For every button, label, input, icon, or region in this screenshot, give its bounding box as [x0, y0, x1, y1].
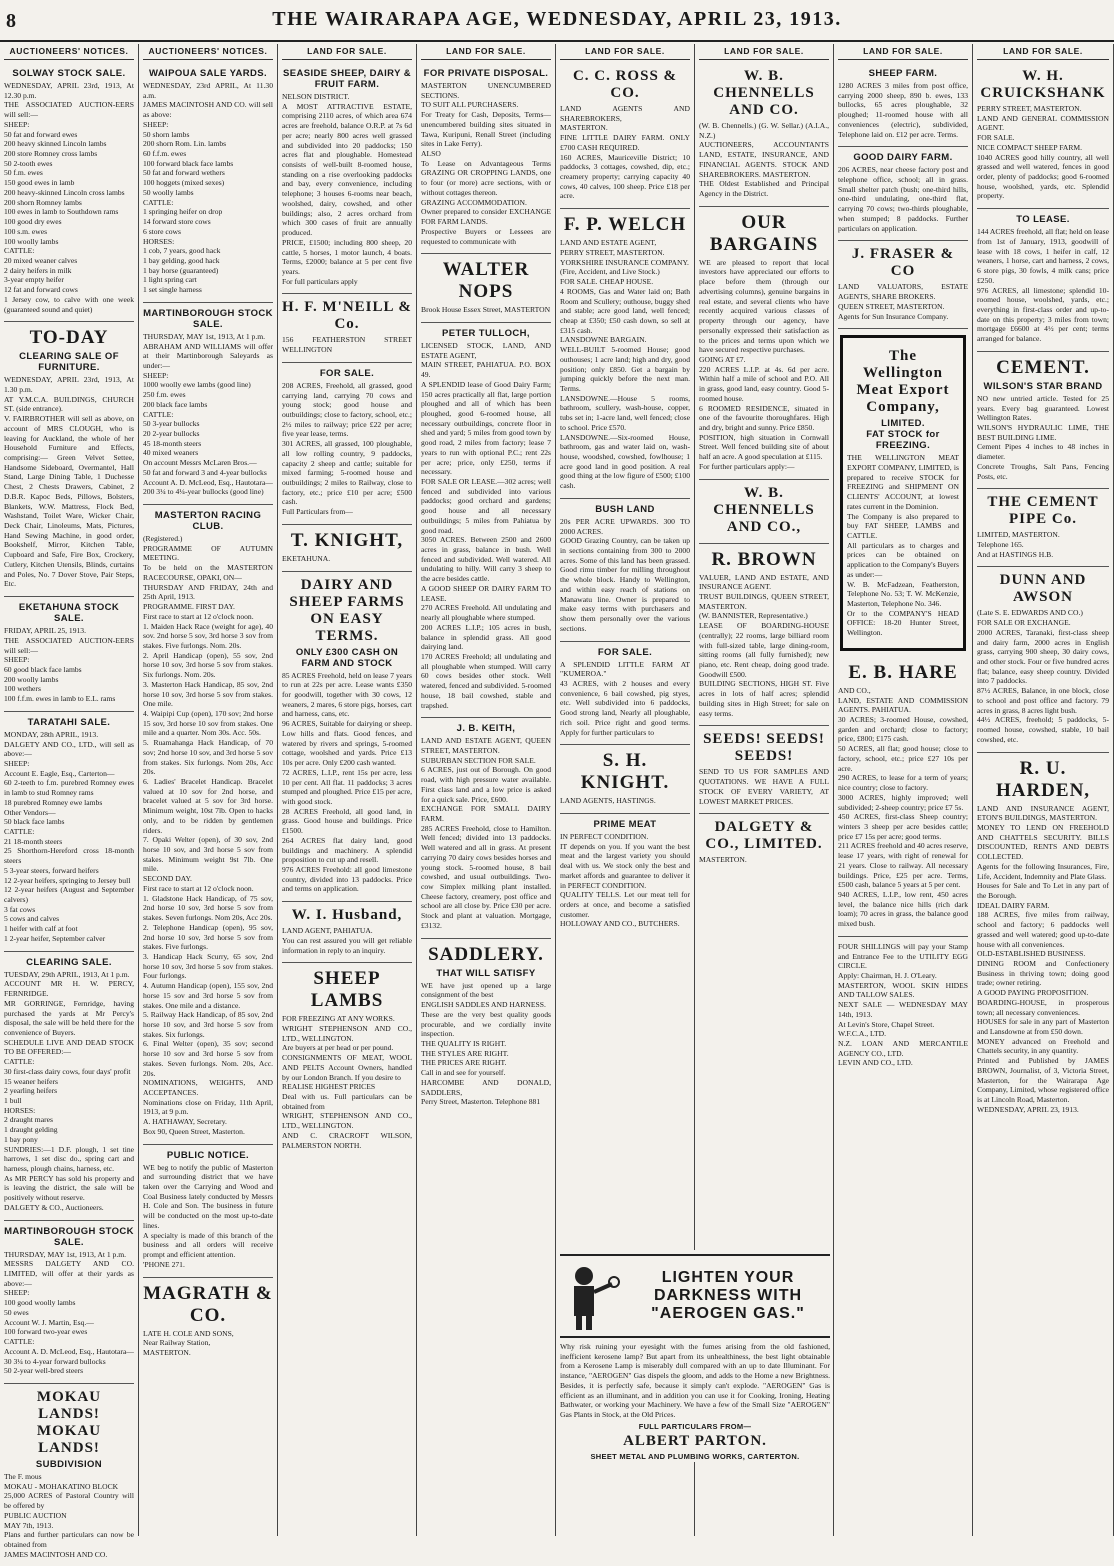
advert-body: 208 ACRES, Freehold, all grassed, good carrying land, carrying 70 cows and young stock; good house and outbuildings; close to factory, school, etc.; 2½ miles to railway; price £22 per acre; five year lease, terms. 301 ACRES, all grassed, 100 ploughable, all low rolling country, 9 paddocks, capacity 2 sheep and cattle; suitable for mixed farming; 5-roomed house and outbuildings; 2 miles to Railway, close to factory, etc.; price £10 per acre; £500 cash. Full Particulars from—	[282, 380, 412, 517]
advertisement	[4, 952, 134, 1221]
advertisement	[282, 963, 412, 1157]
advertisement	[143, 1278, 273, 1365]
advert-title: MARTINBOROUGH STOCK SALE.	[143, 307, 273, 330]
column-7	[834, 44, 973, 1536]
advertisement	[699, 480, 829, 544]
aerogen-headline: LIGHTEN YOUR DARKNESS WITH "AEROGEN GAS."	[651, 1269, 805, 1322]
advert-title: EKETAHUNA STOCK SALE.	[18, 602, 120, 625]
advert-body: WE are pleased to report that local investors have appreciated our efforts to place before them (through our advertising columns), genuine bargains in real estate, and several clients who have recently acquired various classes of property through our agency, have personally expressed their satisfaction as to the prices and terms upon which we have secured respective purchases. GOING AT £7. 220 ACRES L.I.P. at 4s. 6d per acre. Within half a mile of school and P.O. All in grass, good land, easy country. Good 5-roomed house. 6 ROOMED RESIDENCE, situated in one of the favourite thoroughfares. High and dry, bright and sunny. Price £850. POSITION, high situation in Cornwall Street. Well fenced building site of about half an acre. A good speculation at £115. For further particulars apply:—	[699, 257, 829, 471]
advert-title: WAIPOUA SALE YARDS.	[148, 68, 268, 79]
advert-headline: CEMENT.	[996, 356, 1090, 378]
advert-headline: SHEEP LAMBS	[310, 968, 384, 1012]
advert-title: LIMITED. FAT STOCK for FREEZING.	[866, 418, 940, 452]
advert-body: LAND AND INSURANCE AGENT, ETON'S BUILDINGS, MASTERTON. MONEY TO LEND ON FREEHOLD AND CHATTELS SECURITY. BILLS DISCOUNTED, RENTS AND DEBTS COLLECTED. Agents for the following Insurances, Fire, Life, Accident, Indemnity and Plate Glass. Houses for Sale and To Let in any part of the Borough. IDEAL DAIRY FARM. 188 ACRES, five miles from railway, school and factory; 6 paddocks well grassed and well watered; good up-to-date house with all conveniences. OLD-ESTABLISHED BUSINESS. DINING ROOM and Confectionery Business in thriving town; doing good trade; owner retiring. A GOOD PAYING PROPOSITION. BOARDING-HOUSE, in prosperous town; all necessary conveniences. HOUSES for sale in any part of Masterton and Lansdowne at from £50 down. MONEY advanced on Freehold and Chattels security, in any quantity. Printed and Published by JAMES BROWN, Journalist, of 3, Victoria Street, Masterton, for the Wairarapa Age Company, Limited, whose registered office is at Lincoln Road, Masterton. WEDNESDAY, APRIL 23, 1913.	[977, 803, 1109, 1114]
advert-body: AND CO., LAND, ESTATE AND COMMISSION AGENTS. PAHIATUA. 30 ACRES; 3-roomed House, cowshed, garden and orchard; close to factory; price, £800; £175 cash. 50 ACRES, all flat; good house; close to factory, school, etc.; price £27 10s per acre. 290 ACRES, to lease for a term of years; nice country; close to factory. 3000 ACRES, highly improved; well subdivided; 2-sheep country; price £7 5s. 450 ACRES, first-class Sheep country; winters 3 sheep per acre besides cattle; price £7 15s per acre; good terms. 211 ACRES freehold and 40 acres reserve, lease 17 years, with right of renewal for 21 years. Close to railway. All necessary buildings. Price, £25 per acre. Terms, £500 cash, balance 5 years at 5 per cent. 940 ACRES, L.I.P., low rent, 450 acres level, the balance nice hills (rich dark loam); 70 acres in grass, the balance good mixed bush.	[838, 685, 968, 929]
advert-title: MASTERTON RACING CLUB.	[154, 510, 262, 533]
advertisement	[4, 1384, 134, 1566]
advert-title: ONLY £300 CASH ON FARM AND STOCK	[295, 646, 399, 669]
aerogen-trade: SHEET METAL AND PLUMBING WORKS, CARTERTON.	[590, 1451, 800, 1461]
advert-body: LAND AGENTS AND SHAREBROKERS, MASTERTON. FINE LITTLE DAIRY FARM. ONLY £700 CASH REQUIRED. 160 ACRES, Mauriceville District; 10 paddocks, 3 cottages, cowshed, dip, etc.; creamery property; carrying capacity 40 cows, 40 calves, 100 sheep. Price £18 per acre.	[560, 104, 690, 201]
advert-body: 85 ACRES Freehold, held on lease 7 years to run at 22s per acre. Lease wants £350 for goodwill, together with 30 cows, 12 weaners, 2 mares, 6 store pigs, horses, cart and harness, cans, etc. 96 ACRES, Suitable for dairying or sheep. Low hills and flats. Good fences, and watered by rivers and springs, 5-roomed cottage, woolshed and yards. Price £13 10s per acre. Only £200 cash wanted. 72 ACRES, L.I.P., rent 15s per acre, less 10 per cent. All flat. 11 paddocks; 3 acres stumped and ploughed. Price £15 per acre, with good stock. 28 ACRES Freehold, all good land, in grass. Good house and buildings. Price £1500. 264 ACRES flat dairy land, good buildings and machinery. A splendid proposition to cut up and resell. 976 ACRES Freehold: all good limestone country, divided into 13 paddocks. Price and terms on application.	[282, 670, 412, 894]
advert-title: CLEARING SALE OF FURNITURE.	[19, 351, 119, 374]
advert-headline: DAIRY AND SHEEP FARMS ON EASY TERMS.	[289, 576, 405, 644]
advertisement	[143, 505, 273, 1145]
man-with-lamp-icon	[562, 1262, 622, 1330]
advert-headline: T. KNIGHT,	[290, 529, 404, 551]
advertisement	[977, 63, 1109, 209]
advertisement	[838, 241, 968, 329]
advert-body: 156 FEATHERSTON STREET WELLINGTON	[282, 335, 412, 355]
advert-title: PUBLIC NOTICE.	[166, 1149, 250, 1161]
advertisement	[699, 63, 829, 207]
advert-body: LICENSED STOCK, LAND, AND ESTATE AGENT, MAIN STREET, PAHIATUA. P.O. BOX 49. A SPLENDID lease of Good Dairy Farm; 150 acres practically all flat, large portion ploughed and all of which has been ploughed, good 6-roomed house, all necessary outbuildings, concrete floor in shed and yard; 5 miles from good town by good road, 2 miles from factory; lease 7 years to run with optional P.C.; rent 22s per acre; price, only £250, terms if necessary. FOR SALE OR LEASE.—302 acres; well fenced and subdivided into various paddocks; good orchard and gardens; good house and all necessary outbuildings; 5 miles from Pahiatua by good road. 3050 ACRES. Between 2500 and 2600 acres in grass, balance in bush. Well fenced and subdivided. Well watered. All undulating to hilly. Will carry 3 sheep to the acre besides cattle. A GOOD SHEEP OR DAIRY FARM TO LEASE. 270 ACRES Freehold. All undulating and nearly all ploughable where stumped. 200 ACRES L.I.P.; 105 acres in bush, balance in splendid grass. All good dairying land. 170 ACRES Freehold; all undulating and all ploughable when stumped. Will carry 60 cows besides other stock. Well watered, fenced and subdivided. 5-roomed house, 18 bail cowshed, stable and trapshed.	[421, 340, 551, 710]
column-heading: LAND FOR SALE.	[838, 44, 968, 60]
advert-body: 1280 ACRES 3 miles from post office, carrying 2000 sheep, 890 b. ewes, 133 bullocks, 65 acres ploughable, 32 ploughed; 11-roomed house with all conveniences (electric), subdivided, Telephone laid on. £12 per acre. Terms.	[838, 81, 968, 139]
advertisement	[977, 567, 1109, 752]
advert-headline: W. H. CRUICKSHANK	[980, 68, 1106, 101]
advert-headline: OUR BARGAINS	[709, 211, 819, 255]
page-number: 8	[6, 10, 16, 32]
advertisement	[421, 63, 551, 254]
advert-body: WE beg to notify the public of Masterton and surrounding district that we have taken over the Carrying and Wood and Coal Business lately conducted by Messrs H. Cole and Son. The business in future will be conducted on the most up-to-date lines. A specialty is made of this branch of the business and all orders will receive prompt and efficient attention. 'PHONE 271.	[143, 1162, 273, 1269]
advert-body: IN PERFECT CONDITION. IT depends on you. If you want the best meat and the largest variety you should deal with us. We stock only the best and market affords and guarantee to deliver it in PERFECT CONDITION. QUALITY TELLS. Let our meat tell for orders at once, and become a satisfied customer. HOLLOWAY AND CO., BUTCHERS.	[560, 831, 690, 929]
advert-headline: W. B. CHENNELLS AND CO.,	[713, 484, 815, 535]
advertisement	[421, 718, 551, 938]
advert-body: 206 ACRES, near cheese factory post and telephone office, school; all in grass. Small shelter patch (bush; one-third hills, one-third undulating, one-third flat, carrying 70 cows; two-thirds ploughable, when stumped; 8 paddocks. Further particulars on application.	[838, 165, 968, 233]
advert-title: TARATAHI SALE.	[27, 716, 111, 728]
advert-body: FRIDAY, APRIL 25, 1913. THE ASSOCIATED AUCTION-EERS will sell:— SHEEP: 60 good black face lambs 200 woolly lambs 100 wethers 100 f.f.m. ewes in lamb to E.L. rams	[4, 626, 134, 704]
advert-headline: F. P. WELCH	[563, 214, 687, 236]
advert-headline: SEEDS! SEEDS! SEEDS!	[703, 731, 825, 765]
advertisement	[560, 745, 690, 814]
advert-headline: DALGETY & CO., LIMITED.	[705, 819, 823, 853]
advert-body: THE WELLINGTON MEAT EXPORT COMPANY, LIMITED, is prepared to receive STOCK for FREEZING and SHIPMENT ON CLIENTS' ACCOUNT, at lowest rates current in the Dominion. The Company is also prepared to buy FAT SHEEP, LAMBS and CATTLE. All particulars as to charges and prices can be obtained on application to the Company's Buyers as under:— W. B. McFadzean, Featherston, Telephone No. 53; T. W. McKenzie, Masterton, Telephone No. 346. Or to the COMPANY'S HEAD OFFICE: 18-20 Hunter Street, Wellington.	[847, 453, 959, 638]
advert-title: SEASIDE SHEEP, DAIRY & FRUIT FARM.	[283, 68, 411, 90]
advert-title: FOR PRIVATE DISPOSAL.	[423, 68, 549, 79]
masthead	[0, 0, 1114, 42]
aerogen-body: Why risk ruining your eyesight with the fumes arising from the old fashioned, inefficient kerosene lamp? But apart from its unhealthiness, the best light obtainable from a Kerosene Lamp is miserably dull compared with an up to date Illuminant. For instance, "AEROGEN" Gas dispels the gloom, and adds to the Home a new Brightness. Besides, it is perfectly safe, because it simply can't explode. "AEROGEN" Gas is efficient as an illuminant, and in addition you can use it for Cooking, Ironing, Heating Bathwater, or working your Machinery. We have a few of the Small Size "AEROGEN" Gas Plants in Stock, at the Old Prices.	[560, 1342, 830, 1420]
advert-title: SOLWAY STOCK SALE.	[12, 68, 126, 79]
column-heading: AUCTIONEERS' NOTICES.	[4, 44, 134, 60]
advert-headline: SADDLERY.	[428, 943, 544, 965]
advertisement	[838, 657, 968, 937]
advert-body: LATE H. COLE AND SONS, Near Railway Station, MASTERTON.	[143, 1328, 234, 1357]
advert-body: LAND AND ESTATE AGENT, QUEEN STREET, MASTERTON. SUBURBAN SECTION FOR SALE. 6 ACRES, just out of Borough. On good road, with high pressure water available. First class land and a low price is asked for a quick sale. Price, £600. EXCHANGE FOR SMALL DAIRY FARM. 285 ACRES Freehold, close to Hamilton. Well fenced; divided into 13 paddocks. Well watered and all in grass. At present carrying 70 dairy cows besides horses and young stock. 5-roomed house, 8 bail cowshed, and usual outbuildings. Two-cow Simplex milking plant installed. Cheese factory, creamery, post office and school are all close by. Price £30 per acre. Stock and plant at valuation. Mortgage, £3132.	[421, 736, 551, 930]
aerogen-gas-advert	[560, 1250, 830, 1462]
advert-title: BUSH LAND	[595, 503, 655, 515]
advert-body: 20s PER ACRE UPWARDS. 300 TO 2000 ACRES. GOOD Grazing Country, can be taken up in sections containing from 300 to 2000 acres. Some of this land has been grassed. Good rimu timber for milling throughout the whole block. Handy to Wellington, and within easy reach of stations on Manawatu line. Owner is prepared to make easy terms with purchasers and show them personally over the various sections.	[560, 516, 690, 633]
column-8	[973, 44, 1114, 1536]
advertisement	[282, 363, 412, 525]
advert-headline: R. U. HARDEN,	[995, 757, 1091, 801]
advert-body: FOR FREEZING AT ANY WORKS. WRIGHT STEPHENSON AND CO., LTD., WELLINGTON. Are buyers at per head or per pound. CONSIGNMENTS OF MEAT, WOOL AND PELTS Account Owners, handled by our London Branch. If you desire to REALISE HIGHEST PRICES Deal with us. Full particulars can be obtained from WRIGHT, STEPHENSON AND CO., LTD., WELLINGTON. AND C. CRACROFT WILSON, PALMERSTON NORTH.	[282, 1014, 412, 1150]
advert-body: MASTERTON.	[699, 855, 747, 865]
advert-headline: DUNN AND AWSON	[999, 572, 1087, 606]
advertisement	[699, 207, 829, 480]
advertisement	[143, 303, 273, 505]
advert-title: FOR SALE.	[597, 646, 653, 658]
advert-title: TO LEASE.	[1016, 214, 1070, 226]
aerogen-footer: FULL PARTICULARS FROM—	[638, 1421, 752, 1431]
advertisement	[838, 147, 968, 241]
advert-body: PERRY STREET, MASTERTON. LAND AND GENERAL COMMISSION AGENT. FOR SALE. NICE COMPACT SHEEP FARM. 1040 ACRES good hilly country, all well grassed and well watered, fences in good order, plenty of paddocks; good 6-roomed house, woolshed, yards, etc. Splendid property.	[977, 104, 1109, 201]
advertisement	[840, 335, 966, 651]
advert-headline: W. B. CHENNELLS AND CO.	[713, 68, 815, 118]
advertisement	[421, 939, 551, 1114]
advert-body: LAND VALUATORS, ESTATE AGENTS, SHARE BROKERS. QUEEN STREET, MASTERTON. Agents for Sun Insurance Company.	[838, 282, 968, 321]
newspaper-title: THE WAIRARAPA AGE, WEDNESDAY, APRIL 23, 1913.	[272, 8, 842, 30]
advertisement	[977, 352, 1109, 489]
advert-title: THAT WILL SATISFY	[436, 967, 536, 979]
advert-title: SUBDIVISION	[35, 1458, 103, 1470]
advertisement	[282, 63, 412, 294]
advert-headline: MOKAU LANDS! MOKAU LANDS!	[36, 1388, 102, 1456]
advert-title: J. B. KEITH,	[456, 723, 516, 735]
advertisement	[421, 254, 551, 323]
advert-body: LIMITED, MASTERTON. Telephone 165. And at HASTINGS H.B.	[977, 530, 1060, 559]
advert-body: WEDNESDAY, APRIL 23rd, 1913, At 12.30 p.m. THE ASSOCIATED AUCTION-EERS will sell:— SHEEP: 50 fat and forward ewes 200 heavy skinned Lincoln lambs 200 store Romney cross lambs 50 2-tooth ewes 50 f.m. ewes 150 good ewes in lamb 200 heavy-skinned Lincoln cross lambs 200 shorn Romney lambs 100 ewes in lamb to Southdown rams 100 good dry ewes 100 s.m. ewes 100 woolly lambs CATTLE: 20 mixed weaner calves 2 dairy heifers in milk 3-year empty heifer 12 fat and forward cows 1 Jersey cow, to calve with one week (guaranteed sound and quiet)	[4, 81, 134, 314]
advert-headline: THE CEMENT PIPE Co.	[987, 494, 1099, 528]
advert-title: SHEEP FARM.	[868, 68, 938, 79]
advert-body: 144 ACRES freehold, all flat; held on lease from 1st of January, 1913, goodwill of lease with 18 cows, 1 heifer in calf, 12 weaners, 1 horse, cart and harness, 2 cows, 6 store pigs, 30 fowls, 4 milk cans; price £250. 976 ACRES, all limestone; splendid 10-roomed house, woolshed, yards, etc.; everything in first-class order and up-to-date on this property; 3 miles from town; mortgage £6600 at 4½ per cent; terms arranged for balance.	[977, 227, 1109, 344]
advert-headline: H. F. M'NEILL & Co.	[282, 299, 412, 333]
column-heading: LAND FOR SALE.	[560, 44, 690, 60]
column-4	[417, 44, 556, 1536]
advert-body: THURSDAY, MAY 1st, 1913, At 1 p.m. ABRAHAM AND WILLIAMS will offer at their Martinborough Saleyards as under:— SHEEP: 1000 woolly ewe lambs (good line) 250 f.m. ewes 200 black face lambs CATTLE: 50 3-year bullocks 20 2-year bullocks 45 18-month steers 40 mixed weaners On account Messrs McLaren Bros.— 50 fat and forward 3 and 4-year bullocks Account A. D. McLeod, Esq., Hautotara— 200 3¼ to 4¼-year bullocks (good line)	[143, 331, 273, 497]
advert-body: The F. mous MOKAU - MOHAKATINO BLOCK 25,000 ACRES of Pastoral Country will be offered by PUBLIC AUCTION MAY 7th, 1913. Plans and further particulars can now be obtained from JAMES MACINTOSH AND CO.	[4, 1471, 134, 1559]
advert-body: WEDNESDAY, 23rd APRIL, At 11.30 a.m. JAMES MACINTOSH AND CO. will sell as above: SHEEP: 50 shorn lambs 200 shorn Rom. Lin. lambs 60 f.f.m. ewes 100 forward black face lambs 50 fat and forward wethers 100 hoggets (mixed sexes) 50 woolly lambs CATTLE: 1 springing heifer on drop 14 forward store cows 6 store cows HORSES: 1 cob, 7 years, good hack 1 bay gelding, good hack 1 bay horse (guaranteed) 1 light spring cart 1 set single harness	[143, 81, 273, 295]
advertisement	[560, 63, 690, 209]
advertisement	[4, 712, 134, 952]
column-heading: LAND FOR SALE.	[282, 44, 412, 60]
advert-body: Brook House Essex Street, MASTERTON	[421, 305, 551, 315]
advertisement	[282, 572, 412, 903]
column-3	[278, 44, 417, 1536]
advertisement	[699, 726, 829, 814]
advert-body: WEDNESDAY, APRIL 23rd, 1913, At 1.30 p.m. AT Y.M.C.A. BUILDINGS, CHURCH ST. (side entrance). V. FAIRBROTHER will sell as above, on account of MRS CLOUGH, who is leaving for Auckland, the whole of her Household Furniture and Effects, comprising:— Green Velvet Settee, Handsome Sideboard, Overmantel, Hall Stand, Large Dining Table, 1 Duchesse Chest, 2 Chests Drawers, Cabinet, 2 D.B.R. Kapoc Beds, Pillows, Bolsters, Blankets, W.W. Mattress, Flock Bed, Washstand, Toilet Ware, Wicker Chair, Deck Chair, Linoleums, Mats, Pictures, Hand Sewing Machine, in good order, Bookshelf, Mirror, Kitchen Table, Cupboard and Safe, Fire Box, Crockery, Cutlery, Kitchen Utensils, Blinds, curtains and Poles, No. 7 Dover Stove, Pair Steps, Etc.	[4, 375, 134, 589]
column-2	[139, 44, 278, 1536]
advert-headline: WALTER NOPS	[442, 259, 530, 303]
advert-body: VALUER, LAND AND ESTATE, AND INSURANCE AGENT. TRUST BUILDINGS, QUEEN STREET, MASTERTON. (W. BANNISTER, Representative.) LEASE OF BOARDING-HOUSE (centrally); 22 rooms, large billiard room with full-sized table, large dining-room, sitting rooms (all fully furnished); new piano, etc. Rent cheap, doing good trade. Goodwill £500. BUILDING SECTIONS, HIGH ST. Five acres in lots of half acres; splendid building sites in High Street; for sale on easy terms.	[699, 572, 829, 718]
advertisement	[4, 322, 134, 597]
advertisement	[560, 642, 690, 746]
advert-headline: R. BROWN	[711, 548, 817, 570]
advert-body: WE have just opened up a large consignment of the best ENGLISH SADDLES AND HARNESS. These are the very best quality goods procurable, and we cordially invite inspection. THE QUALITY IS RIGHT. THE STYLES ARE RIGHT. THE PRICES ARE RIGHT. Call in and see for yourself. HARCOMBE AND DONALD, SADDLERS, Perry Street, Masterton. Telephone 881	[421, 980, 551, 1107]
advertisement	[421, 323, 551, 718]
advert-title: PRIME MEAT	[593, 818, 657, 830]
advert-body: TUESDAY, 29th APRIL, 1913, At 1 p.m. ACCOUNT MR H. W. PERCY, FERNRIDGE. MR GORRINGE, Fernridge, having purchased the yards at Mr Percy's disposal, the sale will be held there for the convenience of Buyers. SCHEDULE LIVE AND DEAD STOCK TO BE OFFERED:— CATTLE: 30 first-class dairy cows, four days' profit 15 weaner heifers 2 yearling heifers 1 bull HORSES: 2 draught mares 1 draught gelding 1 bay pony SUNDRIES:—1 D.F. plough, 1 set tine harrows, 1 set disc do., spring cart and harness, plough chains, harness, etc. As MR PERCY has sold his property and is leaving the district, the sale will be positively without reserve. DALGETY & CO., Auctioneers.	[4, 969, 134, 1212]
advert-title: CLEARING SALE.	[26, 956, 112, 968]
aerogen-advertiser: ALBERT PARTON.	[623, 1432, 767, 1449]
aerogen-banner	[560, 1254, 830, 1338]
advertisement	[838, 937, 968, 1075]
advertisement	[282, 902, 412, 963]
advertisement	[699, 814, 829, 872]
advert-body: (Registered.) PROGRAMME OF AUTUMN MEETING. To be held on the MASTERTON RACECOURSE, OPAKI, ON— THURSDAY AND FRIDAY, 24th and 25th April, 1913. PROGRAMME. FIRST DAY. First race to start at 12 o'clock noon. 1. Maiden Hack Race (weight for age), 40 sov. 2nd horse 5 sov, 3rd horse 3 sov from stakes. Five furlongs. Nom. 20s. 2. April Handicap (open), 55 sov, 2nd horse 10 sov, 3rd horse 5 sov from stakes. Six furlongs. Nom. 20s. 3. Masterton Hack Handicap, 85 sov, 2nd horse 10 sov, 3rd horse 5 sov from stakes. One mile. 4. Waipipi Cup (open), 170 sov; 2nd horse 15 sov, 3rd horse 10 sov from stakes. One mile and a quarter. Nom 30s. Acc. 50s. 5. Ruamahanga Hack Handicap, of 70 sov; 2nd horse 10 sov, and 3rd horse 5 sov from stakes. Six furlongs. Nom 20s, Acc 20s. 6. Ladies' Bracelet Handicap. Bracelet valued at 10 sov for 2nd horse, and bracelet valued at 5 sov for 3rd horse. Minimum weight, 10st 7lb. Open to hacks only, and to be ridden by gentlemen riders. 7. Opaki Welter (open), of 30 sov, 2nd horse 10 sov, and 3rd horse 5 sov from stakes. Minimum weight 9st 7lb. One mile. SECOND DAY. First race to start at 12 o'clock noon. 1. Gladstone Hack Handicap, of 75 sov, 2nd horse 10 sov, 3rd horse 5 sov from stakes. Seven furlongs. Nom 20s, Acc 20s. 2. Telephone Handicap (open), 95 sov, 2nd horse 10 sov, 3rd horse 5 sov from stakes. Five furlongs. 3. Handicap Hack Scurry, 65 sov, 2nd horse 10 sov, 3rd horse 5 sov from stakes. Four furlongs. 4. Autumn Handicap (open), 155 sov, 2nd horse 15 sov and 3rd horse 5 sov from stakes. One mile and a distance. 5. Railway Hack Handicap, of 85 sov, 2nd horse 10 sov, and 3rd horse 5 sov from stakes. Six furlongs. 6. Final Welter (open), 35 sov; second horse 10 sov and 3rd horse 5 sov from stakes. Seven furlongs. Nom. 20s, Acc. 20s. NOMINATIONS, WEIGHTS, AND ACCEPTANCES. Nominations close on Friday, 11th April, 1913, at 9 p.m. A. HATHAWAY, Secretary. Box 90, Queen Street, Masterton.	[143, 534, 273, 1136]
column-heading: LAND FOR SALE.	[977, 44, 1109, 60]
advertisement	[143, 1145, 273, 1278]
advertisement	[560, 209, 690, 499]
advertisement	[977, 489, 1109, 567]
advert-title: FOR SALE.	[319, 367, 375, 379]
advert-headline: The Wellington Meat Export Company,	[856, 348, 950, 416]
column-1	[0, 44, 139, 1559]
advert-body: (W. B. Chennells.) (G. W. Sellar.) (A.I.A., N.Z.) AUCTIONEERS, ACCOUNTANTS LAND, ESTATE, INSURANCE, AND FINANCIAL AGENTS. STOCK AND SHAREBROKERS. MASTERTON. THE Oldest Established and Principal Agency in the District.	[699, 121, 829, 199]
column-heading: LAND FOR SALE.	[699, 44, 829, 60]
advert-body: LAND AND ESTATE AGENT, PERRY STREET, MASTERTON. YORKSHIRE INSURANCE COMPANY. (Fire, Accident, and Live Stock.) FOR SALE. CHEAP HOUSE. 4 ROOMS, Gas and Water laid on; Bath Room and Scullery; outhouse, buggy shed and stable; acre good land, well fenced; cheap at £350; £50 cash down, so sell at £315 cash. LANSDOWNE BARGAIN. WELL-BUILT 5-roomed House; good outhouses; 1 acre land; high and dry, good position; only £850. Get a bargain by jumping quickly before the next man. Terms. LANSDOWNE.—House 5 rooms, bathroom, scullery, wash-house, copper, tubs set in; 1-acre land, well fenced; close to school. Price £570. LANSDOWNE.—Six-roomed House, bathroom, gas and water laid on, wash-house, woodshed, cowshed, fowlhouse; 1 acre good land in good position. A real good thing at the low figure of £500; £100 cash.	[560, 238, 690, 491]
advertisement	[977, 209, 1109, 352]
advert-body: (Late S. E. EDWARDS AND CO.) FOR SALE OR EXCHANGE. 2000 ACRES, Taranaki, first-class sheep and dairy farm, 2000 acres in English grass, carrying 900 sheep, 30 dairy cows, and other stock. Four or five hundred acres flat; balance, easy sheep country. Divided into 7 paddocks. 87½ ACRES, Balance, in one block, close to school and post office and factory. 79 acres in grass, 8 acres light bush. 44½ ACRES, freehold; 5 paddocks, 5-roomed house, cowshed, stable, 10 bail cowshed, etc.	[977, 608, 1109, 744]
advertisement	[838, 63, 968, 147]
advertisement	[143, 63, 273, 303]
advert-title: WILSON'S STAR BRAND	[983, 380, 1103, 392]
advertisement	[560, 814, 690, 936]
advert-body: LAND AGENT, PAHIATUA. You can rest assured you will get reliable information in reply to an inquiry.	[282, 926, 412, 955]
advert-body: MASTERTON UNENCUMBERED SECTIONS. TO SUIT ALL PURCHASERS. For Treaty for Cash, Deposits, Terms—unencumbered building sites situated in Tawa, Kuripuni, Renall Street (including sites in Lake Ferry). ALSO To Lease on Advantageous Terms GRAZING OR CROPPING LANDS, one to four (or more) acre sections, with or without cottages thereon. GRAZING ACCOMMODATION. Owner prepared to consider EXCHANGE FOR FARM LANDS. Prospective Buyers or Lessees are requested to communicate with	[421, 81, 551, 246]
advert-body: THURSDAY, MAY 1st, 1913, At 1 p.m. MESSRS DALGETY AND CO. LIMITED, will offer at their yards as above:— SHEEP: 100 good woolly lambs 50 ewes Account W. J. Martin, Esq.— 100 forward two-year ewes CATTLE: Account A. D. McLeod, Esq., Hautotara— 30 3¼ to 4-year forward bullocks 50 2-year well-bred steers	[4, 1249, 134, 1376]
advertisement	[560, 499, 690, 642]
advertisement	[4, 63, 134, 322]
advert-headline: MAGRATH & CO.	[143, 1282, 273, 1326]
advert-body: MONDAY, 28th APRIL, 1913. DALGETY AND CO., LTD., will sell as above:— SHEEP: Account E. Eagle, Esq., Carterton— 60 2-teeth to f.m. purebred Romney ewes in lamb to stud Romney rams 18 purebred Romney ewe lambs Other Vendors— 50 black face lambs CATTLE: 21 18-month steers 25 Shorthorn-Hereford cross 18-month steers 5 3-year steers, forward heifers 12 2-year heifers, springing to Jersey bull 12 2-year heifers (August and September calvers) 3 fat cows 5 cows and calves 1 heifer with calf at foot 1 2-year heifer, September calver	[4, 729, 134, 943]
advert-body: NELSON DISTRICT. A MOST ATTRACTIVE ESTATE, comprising 2110 acres, of which area 674 acres are freehold, balance O.R.P. at 7s 6d per acre; nearly 800 acres well grassed and subdivided into 20 paddocks; 150 acres flat and ploughable. Homestead consists of well-built 8-roomed house, standing on a rise overlooking paddocks and bay, every convenience, including telephone; 3 houses 6-rooms near beach, woolshed, dairy, cowshed, and other buildings; also, 2 acres orchard from which 300 cases of fruit are annually produced. PRICE, £1500; including 800 sheep, 20 cattle, 5 horses, 1 motor launch, 4 boats. Terms, £2000; balance at 5 per cent five years. For full particulars apply	[282, 92, 412, 286]
advert-title: GOOD DAIRY FARM.	[853, 152, 953, 164]
advertisement	[282, 294, 412, 362]
advert-headline: S. H. KNIGHT.	[580, 750, 670, 794]
advertisement	[4, 1221, 134, 1384]
advert-headline: J. FRASER & CO	[851, 246, 955, 280]
column-heading: AUCTIONEERS' NOTICES.	[143, 44, 273, 60]
column-heading: LAND FOR SALE.	[421, 44, 551, 60]
advert-body: FOUR SHILLINGS will pay your Stamp and Entrance Fee to the UTILITY EGG CIRCLE. Apply: Chairman, H. J. O'Leary. MASTERTON, WOOL SKIN HIDES AND TALLOW SALES. NEXT SALE — WEDNESDAY MAY 14th, 1913. At Levin's Store, Chapel Street. W.F.C.A., LTD. N.Z. LOAN AND MERCANTILE AGENCY CO., LTD. LEVIN AND CO., LTD.	[838, 941, 968, 1068]
advert-headline: W. I. Husband,	[291, 907, 403, 924]
advert-headline: TO-DAY	[29, 327, 109, 349]
advert-body: EKETAHUNA.	[282, 553, 331, 563]
advert-headline: C. C. ROSS & CO.	[572, 68, 678, 101]
advertisement	[282, 525, 412, 572]
advertisement	[4, 597, 134, 712]
advert-body: A SPLENDID LITTLE FARM AT "KUMEROA." 43 ACRES, with 2 houses and every convenience, 6 bail cowshed, pig styes, etc. Well subdivided into 6 paddocks, Good strong land, Nearly all ploughable, rich soil. Price right and good terms. Apply for further particulars to	[560, 659, 690, 737]
advertisement	[977, 753, 1109, 1122]
advert-body: LAND AGENTS, HASTINGS.	[560, 796, 656, 806]
advert-title: PETER TULLOCH,	[442, 327, 530, 339]
advert-headline: E. B. HARE	[848, 661, 958, 683]
advert-body: SEND TO US FOR SAMPLES AND QUOTATIONS. WE HAVE A FULL STOCK OF EVERY VARIETY, AT LOWEST MARKET PRICES.	[699, 767, 829, 806]
advert-body: NO new untried article. Tested for 25 years. Every bag guaranteed. Lowest Wellington Rates. WILSON'S HYDRAULIC LIME, THE BEST BUILDING LIME. Cement Pipes 4 inches to 48 inches in diameter. Concrete Troughs, Salt Pans, Fencing Posts, etc.	[977, 393, 1109, 481]
advertisement	[699, 544, 829, 727]
advert-title: MARTINBOROUGH STOCK SALE.	[4, 1225, 134, 1248]
